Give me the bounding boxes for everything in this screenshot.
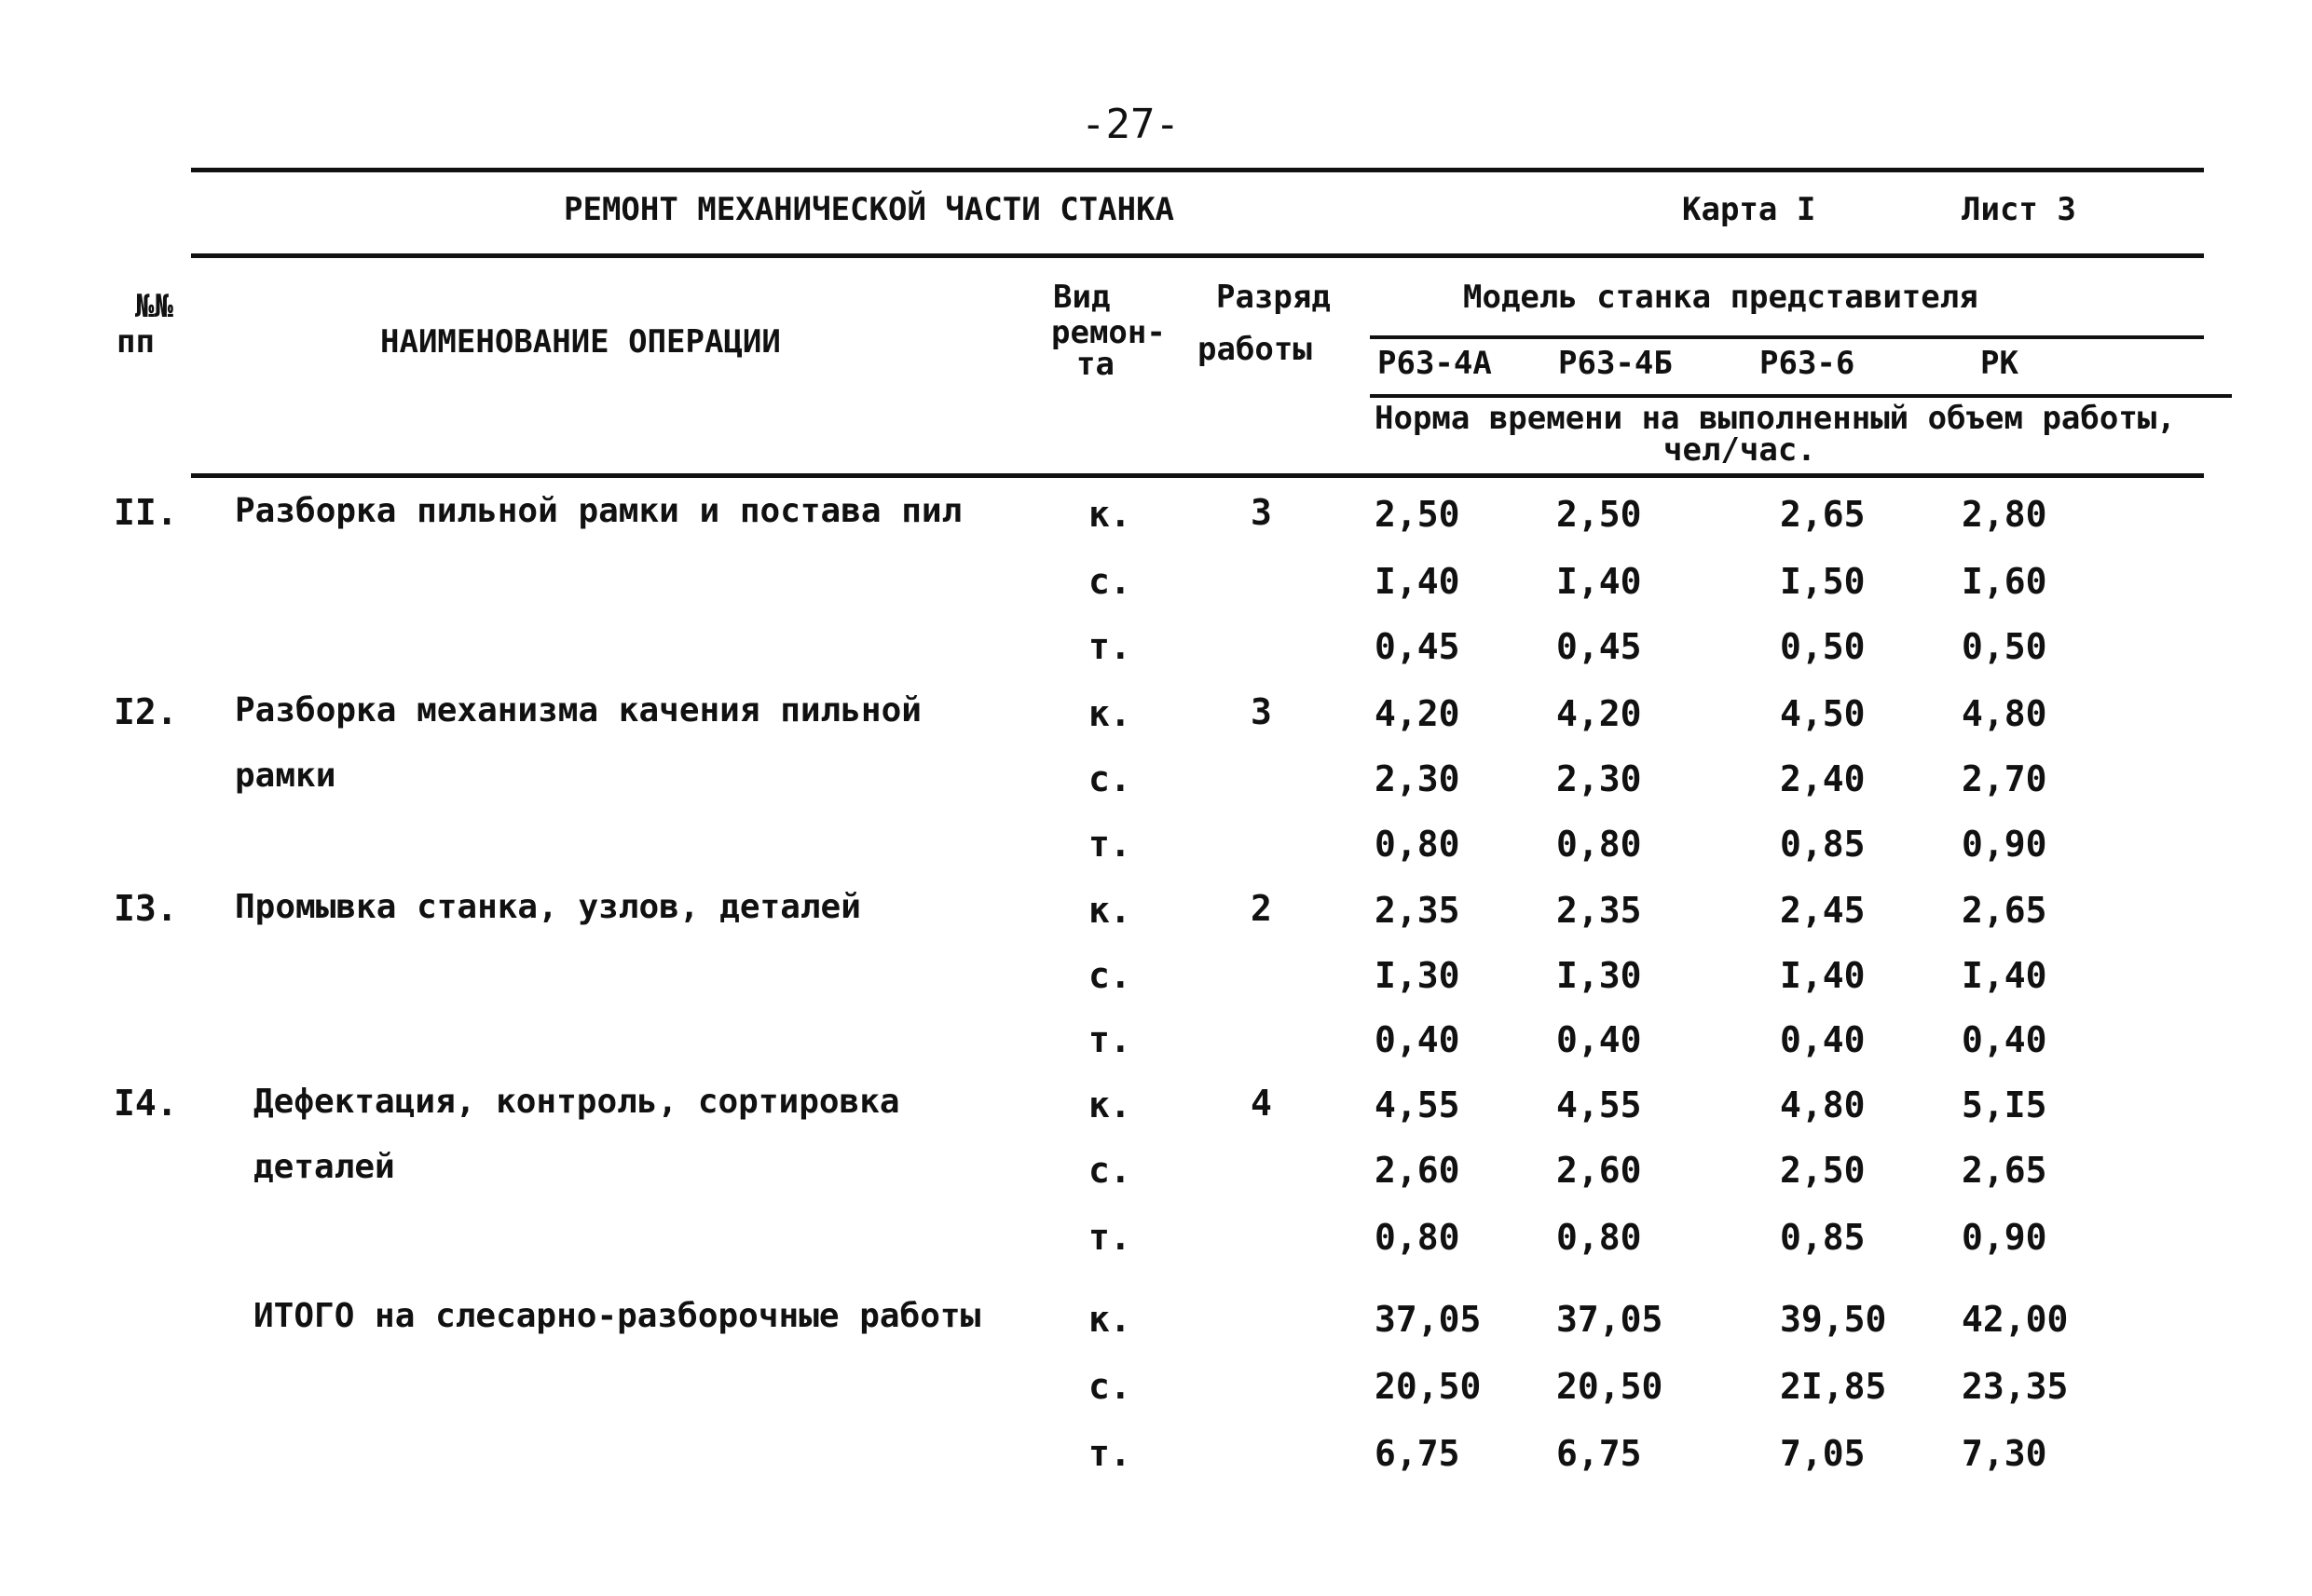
repair-type: с.	[1088, 955, 1131, 996]
total-value: 6,75	[1375, 1433, 1460, 1474]
total-value: 20,50	[1375, 1366, 1482, 1407]
page-number: -27-	[1081, 101, 1180, 148]
header-operation-name: НАИМЕНОВАНИЕ ОПЕРАЦИИ	[380, 323, 781, 361]
norm-value: I,50	[1780, 561, 1866, 602]
norm-value: 0,80	[1375, 1217, 1460, 1258]
norm-value: 2,65	[1780, 494, 1866, 535]
norm-value: 0,40	[1780, 1019, 1866, 1060]
work-grade: 3	[1251, 492, 1272, 533]
header-repair-type-3: та	[1076, 346, 1115, 383]
header-model-4: РК	[1980, 345, 2018, 382]
header-grade-2: работы	[1197, 331, 1312, 368]
norm-value: 2,40	[1780, 758, 1866, 799]
total-value: 7,05	[1780, 1433, 1866, 1474]
norm-value: 4,55	[1556, 1084, 1642, 1125]
total-repair-type: с.	[1088, 1366, 1131, 1407]
norm-value: 0,50	[1962, 626, 2047, 667]
norm-value: 5,I5	[1962, 1084, 2047, 1125]
header-model-group: Модель станка представителя	[1463, 279, 1978, 316]
operation-name: Промывка станка, узлов, деталей	[235, 888, 861, 926]
total-value: 2I,85	[1780, 1366, 1887, 1407]
operation-name-line-2: деталей	[253, 1148, 395, 1186]
norm-value: 2,50	[1556, 494, 1642, 535]
norm-value: I,30	[1375, 955, 1460, 996]
norm-value: 0,80	[1375, 824, 1460, 865]
header-repair-type-2: ремон-	[1051, 314, 1166, 351]
norm-value: 4,20	[1375, 693, 1460, 734]
total-value: 7,30	[1962, 1433, 2047, 1474]
repair-type: к.	[1088, 693, 1131, 734]
norm-value: I,40	[1556, 561, 1642, 602]
norm-value: 0,85	[1780, 1217, 1866, 1258]
norm-value: 2,80	[1962, 494, 2047, 535]
header-model-1: Р63-4А	[1377, 345, 1492, 382]
norm-value: 4,80	[1780, 1084, 1866, 1125]
repair-type: с.	[1088, 1150, 1131, 1191]
norm-value: 4,50	[1780, 693, 1866, 734]
norm-value: 2,70	[1962, 758, 2047, 799]
norm-value: I,60	[1962, 561, 2047, 602]
norm-value: 2,60	[1556, 1150, 1642, 1191]
repair-type: т.	[1088, 1217, 1131, 1258]
norm-value: 0,45	[1556, 626, 1642, 667]
row-number: II.	[114, 492, 178, 533]
total-value: 6,75	[1556, 1433, 1642, 1474]
norm-value: I,40	[1780, 955, 1866, 996]
total-value: 42,00	[1962, 1299, 2069, 1340]
norm-value: 2,50	[1375, 494, 1460, 535]
norm-value: 0,90	[1962, 1217, 2047, 1258]
header-num-col: №№	[135, 288, 173, 325]
norm-value: 2,65	[1962, 890, 2047, 931]
norm-value: 2,30	[1556, 758, 1642, 799]
row-number: I3.	[114, 888, 178, 929]
repair-type: т.	[1088, 1019, 1131, 1060]
norm-value: I,40	[1375, 561, 1460, 602]
model-group-rule	[1370, 335, 2204, 339]
work-grade: 2	[1251, 888, 1272, 929]
norm-value: 2,30	[1375, 758, 1460, 799]
norm-value: 0,40	[1556, 1019, 1642, 1060]
models-rule	[1370, 394, 2232, 398]
work-grade: 4	[1251, 1083, 1272, 1124]
header-model-3: Р63-6	[1759, 345, 1855, 382]
repair-type: к.	[1088, 1084, 1131, 1125]
norm-value: 0,45	[1375, 626, 1460, 667]
norm-value: 2,35	[1556, 890, 1642, 931]
total-repair-type: к.	[1088, 1299, 1131, 1340]
top-rule	[191, 168, 2204, 172]
total-repair-type: т.	[1088, 1433, 1131, 1474]
header-grade: Разряд	[1216, 279, 1331, 316]
norm-value: 2,35	[1375, 890, 1460, 931]
repair-type: т.	[1088, 824, 1131, 865]
repair-type: с.	[1088, 561, 1131, 602]
total-value: 37,05	[1556, 1299, 1663, 1340]
norm-value: 2,60	[1375, 1150, 1460, 1191]
card-label: Карта I	[1682, 191, 1816, 228]
norm-value: 4,55	[1375, 1084, 1460, 1125]
operation-name: Дефектация, контроль, сортировка	[253, 1083, 900, 1121]
norm-value: 2,65	[1962, 1150, 2047, 1191]
repair-type: с.	[1088, 758, 1131, 799]
repair-type: к.	[1088, 494, 1131, 535]
norm-value: 0,40	[1375, 1019, 1460, 1060]
row-number: I4.	[114, 1083, 178, 1124]
norm-value: I,30	[1556, 955, 1642, 996]
header-norm-unit: чел/час.	[1663, 431, 1816, 469]
operation-name: Разборка пильной рамки и постава пил	[235, 492, 963, 530]
document-title: РЕМОНТ МЕХАНИЧЕСКОЙ ЧАСТИ СТАНКА	[564, 191, 1175, 228]
norm-value: I,40	[1962, 955, 2047, 996]
header-norm-label: Норма времени на выполненный объем работы,	[1375, 400, 2176, 437]
norm-value: 2,45	[1780, 890, 1866, 931]
work-grade: 3	[1251, 691, 1272, 732]
norm-value: 2,50	[1780, 1150, 1866, 1191]
header-model-2: Р63-4Б	[1558, 345, 1673, 382]
repair-type: к.	[1088, 890, 1131, 931]
norm-value: 0,85	[1780, 824, 1866, 865]
header-num-col-2: пп	[116, 323, 155, 361]
total-value: 20,50	[1556, 1366, 1663, 1407]
title-bottom-rule	[191, 253, 2204, 258]
sheet-label: Лист 3	[1962, 191, 2076, 228]
norm-value: 0,80	[1556, 1217, 1642, 1258]
total-label: ИТОГО на слесарно-разборочные работы	[253, 1297, 981, 1335]
norm-value: 4,20	[1556, 693, 1642, 734]
operation-name: Разборка механизма качения пильной	[235, 691, 922, 730]
total-value: 39,50	[1780, 1299, 1887, 1340]
total-value: 23,35	[1962, 1366, 2069, 1407]
operation-name-line-2: рамки	[235, 757, 336, 795]
row-number: I2.	[114, 691, 178, 732]
norm-value: 0,90	[1962, 824, 2047, 865]
norm-value: 0,50	[1780, 626, 1866, 667]
repair-type: т.	[1088, 626, 1131, 667]
norm-value: 0,80	[1556, 824, 1642, 865]
norm-value: 4,80	[1962, 693, 2047, 734]
header-repair-type: Вид	[1053, 279, 1111, 316]
header-bottom-rule	[191, 473, 2204, 478]
total-value: 37,05	[1375, 1299, 1482, 1340]
norm-value: 0,40	[1962, 1019, 2047, 1060]
